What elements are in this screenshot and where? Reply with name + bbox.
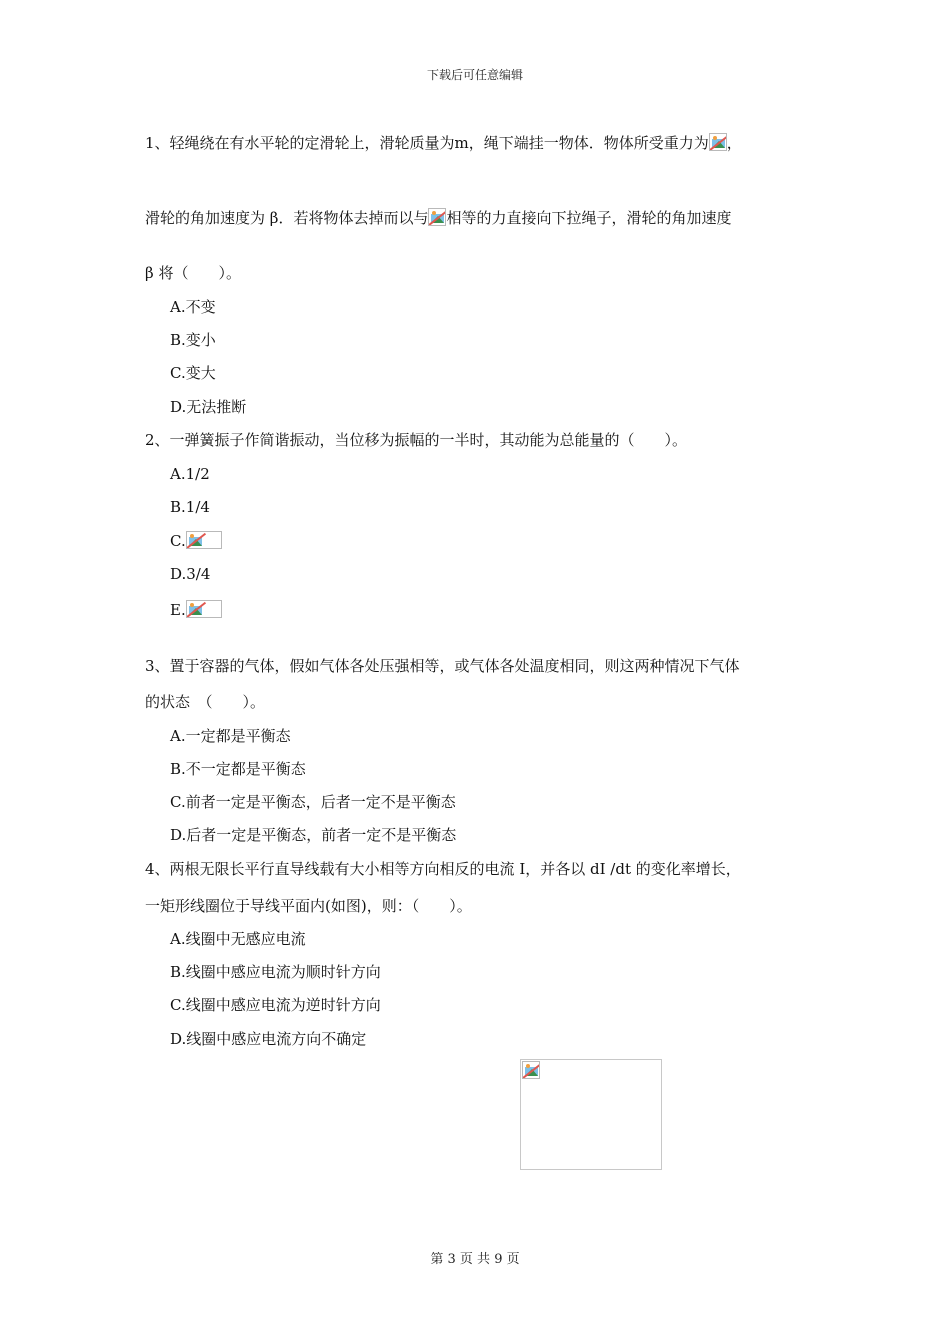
question-4-line-2: 一矩形线圈位于导线平面内(如图)，则：（ ）。 <box>145 897 472 915</box>
broken-image-icon <box>186 600 222 618</box>
page-footer: 第 3 页 共 9 页 <box>430 1252 520 1267</box>
question-1-text-2b: 相等的力直接向下拉绳子，滑轮的角加速度 <box>446 209 732 227</box>
broken-image-icon <box>522 1061 540 1079</box>
question-3-line-1: 3、置于容器的气体，假如气体各处压强相等，或气体各处温度相同，则这两种情况下气体 <box>145 657 740 675</box>
question-2-line-1: 2、一弹簧振子作简谐振动，当位移为振幅的一半时，其动能为总能量的（ ）。 <box>145 431 688 449</box>
question-2-option-b: B.1/4 <box>170 498 210 516</box>
question-4-option-b: B.线圈中感应电流为顺时针方向 <box>170 963 381 981</box>
question-4-option-a: A.线圈中无感应电流 <box>170 930 306 948</box>
question-2-option-c-label: C. <box>170 532 186 550</box>
question-1-text-1-end: ， <box>726 134 742 152</box>
question-3-option-a: A.一定都是平衡态 <box>170 727 291 745</box>
question-4-line-1: 4、两根无限长平行直导线载有大小相等方向相反的电流 I，并各以 dI /dt 的变化率增长， <box>145 860 741 878</box>
question-2-option-e-label: E. <box>170 601 186 619</box>
question-1-option-d: D.无法推断 <box>170 398 247 416</box>
question-4-option-d: D.线圈中感应电流方向不确定 <box>170 1030 367 1048</box>
question-3-option-c: C.前者一定是平衡态，后者一定不是平衡态 <box>170 793 456 811</box>
question-3-option-d: D.后者一定是平衡态，前者一定不是平衡态 <box>170 826 457 844</box>
broken-image-icon <box>186 531 222 549</box>
question-1-text-2a: 滑轮的角加速度为 β．若将物体去掉而以与 <box>145 209 429 227</box>
broken-image-icon <box>428 208 446 226</box>
page-header: 下载后可任意编辑 <box>426 68 523 82</box>
question-1-option-b: B.变小 <box>170 331 216 349</box>
question-1-line-2 <box>145 208 731 228</box>
question-1-option-c: C.变大 <box>170 364 216 382</box>
question-1-line-3: β 将（ ）。 <box>145 264 241 282</box>
question-1-text-1: 1、轻绳绕在有水平轮的定滑轮上，滑轮质量为m，绳下端挂一物体．物体所受重力为 <box>145 134 709 152</box>
broken-image-icon <box>709 133 727 151</box>
question-2-option-d: D.3/4 <box>170 565 211 583</box>
question-2-option-a: A.1/2 <box>170 465 210 483</box>
question-3-line-2: 的状态 （ ）。 <box>145 693 266 711</box>
question-2-option-e <box>170 600 222 620</box>
question-4-option-c: C.线圈中感应电流为逆时针方向 <box>170 996 381 1014</box>
question-1-line-1 <box>145 133 742 153</box>
question-2-option-c <box>170 531 222 551</box>
question-3-option-b: B.不一定都是平衡态 <box>170 760 306 778</box>
question-1-option-a: A.不变 <box>170 298 216 316</box>
figure-placeholder <box>520 1059 662 1170</box>
